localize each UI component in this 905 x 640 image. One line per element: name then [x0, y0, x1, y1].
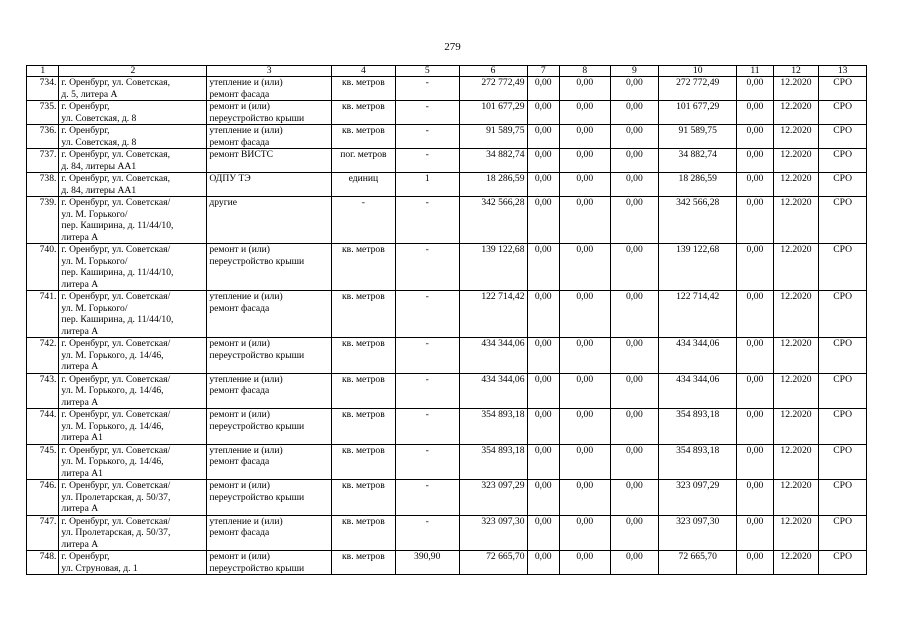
address-cell: г. Оренбург, ул. Советская/ ул. М. Горького, д. 14/46, литера А [59, 373, 207, 409]
method-cell: СРО [819, 101, 867, 125]
col9-cell: 0,00 [610, 480, 659, 516]
address-cell: г. Оренбург, ул. Советская/ ул. М. Горького, д. 14/46, литера А1 [59, 409, 207, 445]
col8-cell: 0,00 [559, 77, 610, 101]
row-number-cell: 738. [27, 173, 59, 197]
col9-cell: 0,00 [610, 244, 659, 291]
col9-cell: 0,00 [610, 173, 659, 197]
row-number-cell: 744. [27, 409, 59, 445]
col10-cell: 434 344,06 [659, 373, 737, 409]
address-cell: г. Оренбург, ул. Советская, д. 5, литера А [59, 77, 207, 101]
col7-cell: 0,00 [527, 77, 559, 101]
col7-cell: 0,00 [527, 409, 559, 445]
col11-cell: 0,00 [737, 149, 773, 173]
completion-period-cell: 12.2020 [773, 515, 819, 551]
col8-cell: 0,00 [559, 338, 610, 374]
unit-cell: - [331, 197, 395, 244]
address-cell: г. Оренбург, ул. Советская/ ул. М. Горького, д. 14/46, литера А [59, 338, 207, 374]
method-cell: СРО [819, 291, 867, 338]
column-header: 6 [459, 66, 527, 77]
address-cell: г. Оренбург, ул. Струновая, д. 1 [59, 551, 207, 575]
total-cost-cell: 434 344,06 [459, 373, 527, 409]
col10-cell: 323 097,30 [659, 515, 737, 551]
work-type-cell: ремонт и (или) переустройство крыши [207, 551, 332, 575]
row-number-cell: 743. [27, 373, 59, 409]
row-number-cell: 748. [27, 551, 59, 575]
row-number-cell: 740. [27, 244, 59, 291]
work-type-cell: утепление и (или) ремонт фасада [207, 291, 332, 338]
work-type-cell: ремонт ВИСТС [207, 149, 332, 173]
work-type-cell: ремонт и (или) переустройство крыши [207, 480, 332, 516]
method-cell: СРО [819, 373, 867, 409]
column-number-header-row [27, 66, 867, 77]
col11-cell: 0,00 [737, 291, 773, 338]
total-cost-cell: 354 893,18 [459, 409, 527, 445]
completion-period-cell: 12.2020 [773, 373, 819, 409]
col7-cell: 0,00 [527, 373, 559, 409]
address-cell: г. Оренбург, ул. Советская/ ул. Пролетарская, д. 50/37, литера А [59, 480, 207, 516]
column-header: 9 [610, 66, 659, 77]
completion-period-cell: 12.2020 [773, 244, 819, 291]
table-row [27, 338, 867, 374]
col9-cell: 0,00 [610, 444, 659, 480]
col8-cell: 0,00 [559, 244, 610, 291]
total-cost-cell: 272 772,49 [459, 77, 527, 101]
unit-cell: кв. метров [331, 77, 395, 101]
column-header: 4 [331, 66, 395, 77]
col9-cell: 0,00 [610, 101, 659, 125]
unit-cell: кв. метров [331, 291, 395, 338]
completion-period-cell: 12.2020 [773, 173, 819, 197]
col9-cell: 0,00 [610, 551, 659, 575]
column-header: 7 [527, 66, 559, 77]
unit-cell: кв. метров [331, 244, 395, 291]
quantity-cell: - [395, 515, 459, 551]
col9-cell: 0,00 [610, 149, 659, 173]
unit-cell: кв. метров [331, 338, 395, 374]
row-number-cell: 746. [27, 480, 59, 516]
work-type-cell: ОДПУ ТЭ [207, 173, 332, 197]
table-row [27, 291, 867, 338]
row-number-cell: 741. [27, 291, 59, 338]
completion-period-cell: 12.2020 [773, 338, 819, 374]
col11-cell: 0,00 [737, 338, 773, 374]
page-number: 279 [444, 41, 461, 53]
column-header: 1 [27, 66, 59, 77]
col7-cell: 0,00 [527, 244, 559, 291]
col10-cell: 323 097,29 [659, 480, 737, 516]
completion-period-cell: 12.2020 [773, 149, 819, 173]
completion-period-cell: 12.2020 [773, 77, 819, 101]
col11-cell: 0,00 [737, 244, 773, 291]
quantity-cell: 1 [395, 173, 459, 197]
method-cell: СРО [819, 173, 867, 197]
col9-cell: 0,00 [610, 125, 659, 149]
table-row [27, 197, 867, 244]
col9-cell: 0,00 [610, 373, 659, 409]
total-cost-cell: 72 665,70 [459, 551, 527, 575]
quantity-cell: - [395, 101, 459, 125]
col10-cell: 122 714,42 [659, 291, 737, 338]
address-cell: г. Оренбург, ул. Советская/ ул. Пролетарская, д. 50/37, литера А [59, 515, 207, 551]
table-row [27, 551, 867, 575]
method-cell: СРО [819, 515, 867, 551]
total-cost-cell: 323 097,29 [459, 480, 527, 516]
work-type-cell: ремонт и (или) переустройство крыши [207, 409, 332, 445]
method-cell: СРО [819, 409, 867, 445]
unit-cell: кв. метров [331, 551, 395, 575]
total-cost-cell: 34 882,74 [459, 149, 527, 173]
address-cell: г. Оренбург, ул. Советская/ ул. М. Горького/ пер. Каширина, д. 11/44/10, литера А [59, 244, 207, 291]
total-cost-cell: 139 122,68 [459, 244, 527, 291]
work-type-cell: утепление и (или) ремонт фасада [207, 373, 332, 409]
table-row [27, 173, 867, 197]
col11-cell: 0,00 [737, 551, 773, 575]
address-cell: г. Оренбург, ул. Советская, д. 8 [59, 101, 207, 125]
col9-cell: 0,00 [610, 409, 659, 445]
col8-cell: 0,00 [559, 173, 610, 197]
completion-period-cell: 12.2020 [773, 444, 819, 480]
total-cost-cell: 323 097,30 [459, 515, 527, 551]
unit-cell: кв. метров [331, 515, 395, 551]
quantity-cell: - [395, 338, 459, 374]
completion-period-cell: 12.2020 [773, 409, 819, 445]
col10-cell: 34 882,74 [659, 149, 737, 173]
col10-cell: 72 665,70 [659, 551, 737, 575]
method-cell: СРО [819, 77, 867, 101]
completion-period-cell: 12.2020 [773, 101, 819, 125]
col10-cell: 139 122,68 [659, 244, 737, 291]
row-number-cell: 737. [27, 149, 59, 173]
quantity-cell: - [395, 409, 459, 445]
method-cell: СРО [819, 149, 867, 173]
col11-cell: 0,00 [737, 480, 773, 516]
column-header: 10 [659, 66, 737, 77]
col10-cell: 272 772,49 [659, 77, 737, 101]
total-cost-cell: 342 566,28 [459, 197, 527, 244]
unit-cell: кв. метров [331, 101, 395, 125]
col11-cell: 0,00 [737, 125, 773, 149]
column-header: 3 [207, 66, 332, 77]
column-header: 8 [559, 66, 610, 77]
quantity-cell: - [395, 244, 459, 291]
completion-period-cell: 12.2020 [773, 291, 819, 338]
table-row [27, 409, 867, 445]
col8-cell: 0,00 [559, 444, 610, 480]
total-cost-cell: 101 677,29 [459, 101, 527, 125]
address-cell: г. Оренбург, ул. Советская, д. 8 [59, 125, 207, 149]
col10-cell: 101 677,29 [659, 101, 737, 125]
address-cell: г. Оренбург, ул. Советская/ ул. М. Горького/ пер. Каширина, д. 11/44/10, литера А [59, 291, 207, 338]
work-type-cell: ремонт и (или) переустройство крыши [207, 101, 332, 125]
col8-cell: 0,00 [559, 291, 610, 338]
work-type-cell: утепление и (или) ремонт фасада [207, 515, 332, 551]
col7-cell: 0,00 [527, 480, 559, 516]
col7-cell: 0,00 [527, 515, 559, 551]
total-cost-cell: 122 714,42 [459, 291, 527, 338]
column-header: 2 [59, 66, 207, 77]
col10-cell: 434 344,06 [659, 338, 737, 374]
method-cell: СРО [819, 244, 867, 291]
col11-cell: 0,00 [737, 515, 773, 551]
col7-cell: 0,00 [527, 125, 559, 149]
work-type-cell: утепление и (или) ремонт фасада [207, 125, 332, 149]
col8-cell: 0,00 [559, 149, 610, 173]
row-number-cell: 747. [27, 515, 59, 551]
col9-cell: 0,00 [610, 338, 659, 374]
table-row [27, 373, 867, 409]
col7-cell: 0,00 [527, 173, 559, 197]
quantity-cell: - [395, 149, 459, 173]
unit-cell: кв. метров [331, 444, 395, 480]
col7-cell: 0,00 [527, 551, 559, 575]
repair-schedule-table [26, 65, 867, 575]
row-number-cell: 739. [27, 197, 59, 244]
quantity-cell: - [395, 373, 459, 409]
quantity-cell: - [395, 480, 459, 516]
address-cell: г. Оренбург, ул. Советская/ ул. М. Горького, д. 14/46, литера А1 [59, 444, 207, 480]
col7-cell: 0,00 [527, 149, 559, 173]
method-cell: СРО [819, 338, 867, 374]
unit-cell: кв. метров [331, 373, 395, 409]
table-row [27, 125, 867, 149]
table-row [27, 101, 867, 125]
table-row [27, 149, 867, 173]
completion-period-cell: 12.2020 [773, 197, 819, 244]
work-type-cell: утепление и (или) ремонт фасада [207, 77, 332, 101]
address-cell: г. Оренбург, ул. Советская/ ул. М. Горького/ пер. Каширина, д. 11/44/10, литера А [59, 197, 207, 244]
row-number-cell: 734. [27, 77, 59, 101]
column-header: 5 [395, 66, 459, 77]
quantity-cell: - [395, 125, 459, 149]
col11-cell: 0,00 [737, 444, 773, 480]
col8-cell: 0,00 [559, 373, 610, 409]
col8-cell: 0,00 [559, 101, 610, 125]
method-cell: СРО [819, 551, 867, 575]
table-row [27, 244, 867, 291]
col10-cell: 354 893,18 [659, 444, 737, 480]
address-cell: г. Оренбург, ул. Советская, д. 84, литеры АА1 [59, 149, 207, 173]
method-cell: СРО [819, 444, 867, 480]
work-type-cell: ремонт и (или) переустройство крыши [207, 338, 332, 374]
col8-cell: 0,00 [559, 480, 610, 516]
quantity-cell: - [395, 444, 459, 480]
col8-cell: 0,00 [559, 409, 610, 445]
method-cell: СРО [819, 197, 867, 244]
total-cost-cell: 354 893,18 [459, 444, 527, 480]
method-cell: СРО [819, 125, 867, 149]
quantity-cell: - [395, 197, 459, 244]
unit-cell: единиц [331, 173, 395, 197]
col11-cell: 0,00 [737, 197, 773, 244]
completion-period-cell: 12.2020 [773, 551, 819, 575]
address-cell: г. Оренбург, ул. Советская, д. 84, литеры АА1 [59, 173, 207, 197]
col7-cell: 0,00 [527, 101, 559, 125]
unit-cell: кв. метров [331, 125, 395, 149]
work-type-cell: утепление и (или) ремонт фасада [207, 444, 332, 480]
total-cost-cell: 18 286,59 [459, 173, 527, 197]
quantity-cell: - [395, 291, 459, 338]
unit-cell: кв. метров [331, 409, 395, 445]
col7-cell: 0,00 [527, 444, 559, 480]
col8-cell: 0,00 [559, 197, 610, 244]
row-number-cell: 745. [27, 444, 59, 480]
quantity-cell: - [395, 77, 459, 101]
row-number-cell: 736. [27, 125, 59, 149]
completion-period-cell: 12.2020 [773, 125, 819, 149]
col7-cell: 0,00 [527, 338, 559, 374]
column-header: 11 [737, 66, 773, 77]
column-header: 12 [773, 66, 819, 77]
quantity-cell: 390,90 [395, 551, 459, 575]
col11-cell: 0,00 [737, 101, 773, 125]
col11-cell: 0,00 [737, 173, 773, 197]
col10-cell: 354 893,18 [659, 409, 737, 445]
table-row [27, 480, 867, 516]
col9-cell: 0,00 [610, 77, 659, 101]
unit-cell: кв. метров [331, 480, 395, 516]
col8-cell: 0,00 [559, 515, 610, 551]
col11-cell: 0,00 [737, 373, 773, 409]
col9-cell: 0,00 [610, 291, 659, 338]
col11-cell: 0,00 [737, 409, 773, 445]
table-row [27, 515, 867, 551]
table-row [27, 444, 867, 480]
total-cost-cell: 434 344,06 [459, 338, 527, 374]
work-type-cell: другие [207, 197, 332, 244]
work-type-cell: ремонт и (или) переустройство крыши [207, 244, 332, 291]
col9-cell: 0,00 [610, 197, 659, 244]
col11-cell: 0,00 [737, 77, 773, 101]
row-number-cell: 735. [27, 101, 59, 125]
col10-cell: 342 566,28 [659, 197, 737, 244]
col8-cell: 0,00 [559, 125, 610, 149]
col10-cell: 18 286,59 [659, 173, 737, 197]
method-cell: СРО [819, 480, 867, 516]
unit-cell: пог. метров [331, 149, 395, 173]
table-row [27, 77, 867, 101]
col7-cell: 0,00 [527, 197, 559, 244]
col10-cell: 91 589,75 [659, 125, 737, 149]
total-cost-cell: 91 589,75 [459, 125, 527, 149]
row-number-cell: 742. [27, 338, 59, 374]
column-header: 13 [819, 66, 867, 77]
col8-cell: 0,00 [559, 551, 610, 575]
col7-cell: 0,00 [527, 291, 559, 338]
completion-period-cell: 12.2020 [773, 480, 819, 516]
col9-cell: 0,00 [610, 515, 659, 551]
